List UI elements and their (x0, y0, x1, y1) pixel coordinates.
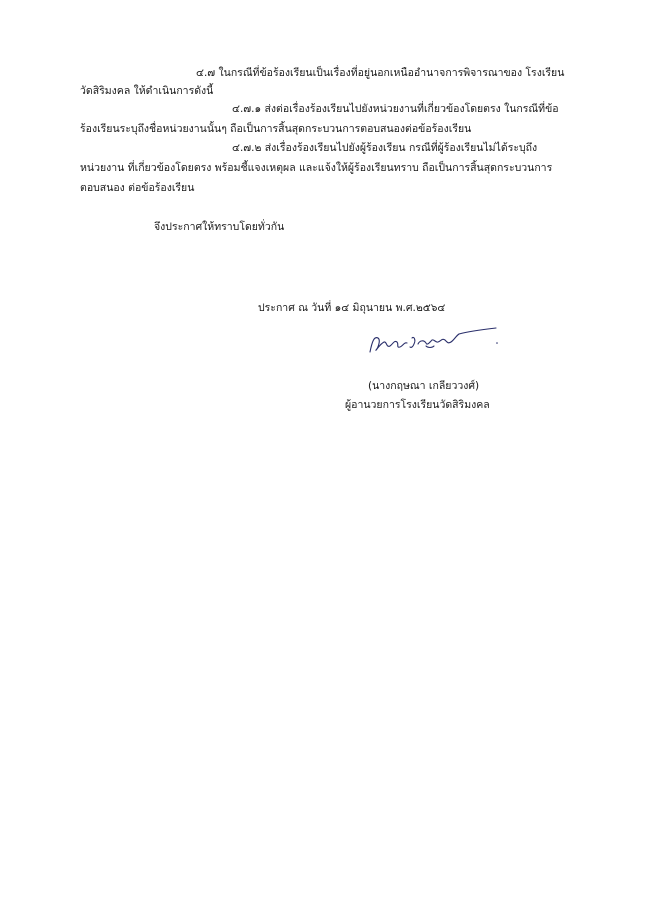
signatory-name: (นางกฤษณา เกลียววงศ์) (368, 380, 480, 392)
announcement-date: ประกาศ ณ วันที่ ๑๔ มิถุนายน พ.ศ.๒๕๖๔ (258, 302, 446, 314)
paragraph-4-7-1-line-1: ๔.๗.๑ ส่งต่อเรื่องร้องเรียนไปยังหน่วยงานที่เกี่ยวข้องโดยตรง ในกรณีที่ข้อ (232, 103, 559, 115)
closing-statement: จึงประกาศให้ทราบโดยทั่วกัน (154, 221, 285, 233)
paragraph-4-7-2-line-3: ตอบสนอง ต่อข้อร้องเรียน (80, 182, 195, 194)
paragraph-4-7-line-2: วัดสิริมงคล ให้ดำเนินการดังนี้ (80, 85, 214, 97)
paragraph-4-7-2-line-1: ๔.๗.๒ ส่งเรื่องร้องเรียนไปยังผู้ร้องเรียน กรณีที่ผู้ร้องเรียนไม่ได้ระบุถึง (232, 142, 538, 154)
handwritten-signature (366, 318, 506, 358)
paragraph-4-7-1-line-2: ร้องเรียนระบุถึงชื่อหน่วยงานนั้นๆ ถือเป็นการสิ้นสุดกระบวนการตอบสนองต่อข้อร้องเรียน (80, 123, 472, 135)
paragraph-4-7-2-line-2: หน่วยงาน ที่เกี่ยวข้องโดยตรง พร้อมชี้แจงเหตุผล และแจ้งให้ผู้ร้องเรียนทราบ ถือเป็นการสิ้นสุดกระบวนการ (80, 162, 553, 174)
paragraph-4-7-line-1: ๔.๗ ในกรณีที่ข้อร้องเรียนเป็นเรื่องที่อยู่นอกเหนืออำนาจการพิจารณาของ โรงเรียน (196, 67, 565, 79)
signatory-title: ผู้อานวยการโรงเรียนวัดสิริมงคล (345, 399, 490, 411)
